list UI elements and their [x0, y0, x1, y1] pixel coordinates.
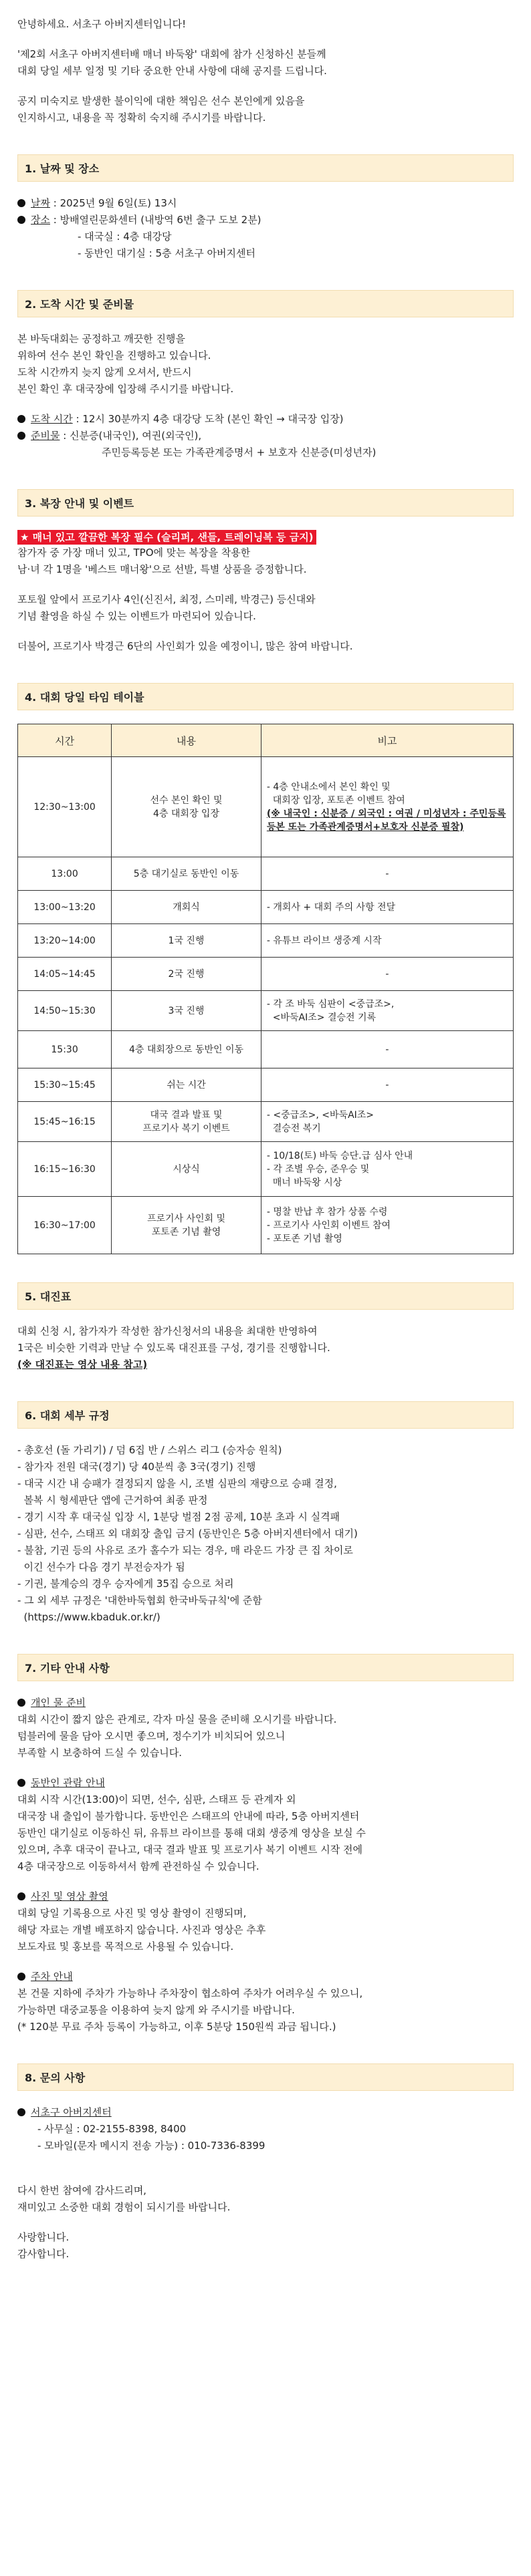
prep-line: 준비물 : 신분증(내국인), 여권(외국인), — [17, 428, 514, 444]
water-text: 부족할 시 보충하여 드실 수 있습니다. — [17, 1747, 182, 1759]
rule-item: 이긴 선수가 다음 경기 부전승자가 됨 — [17, 1561, 185, 1573]
bullet-icon — [17, 1973, 25, 1981]
place-sub: - 대국실 : 4층 대강당 — [78, 231, 172, 243]
rule-item: - 대국 시간 내 승패가 결정되지 않을 시, 조별 심판의 재량으로 승패 결정, — [17, 1477, 337, 1489]
rule-item: - 참가자 전원 대국(경기) 당 40분씩 총 3국(경기) 진행 — [17, 1461, 256, 1473]
time-cell: 16:30~17:00 — [18, 1197, 112, 1254]
bullet-icon — [17, 2108, 25, 2116]
note-cell: - 유튜브 라이브 생중계 시작 — [261, 924, 513, 958]
note-cell: - 4층 안내소에서 본인 확인 및 대회장 입장, 포토존 이벤트 참여 (※ 내국인 : 신분증 / 외국인 : 여권 / 미성년자 : 주민등록등본 또는 가족관계증명서+보호자 신분증 필참) — [261, 757, 513, 857]
section-title-bracket: 5. 대진표 — [17, 1282, 514, 1310]
note-cell: - — [261, 857, 513, 891]
content-cell: 프로기사 사인회 및 포토존 기념 촬영 — [112, 1197, 261, 1254]
time-cell: 16:15~16:30 — [18, 1142, 112, 1197]
section-title-dress: 3. 복장 안내 및 이벤트 — [17, 489, 514, 517]
greeting: 안녕하세요. 서초구 아버지센터입니다! — [17, 18, 187, 30]
table-row — [18, 891, 514, 924]
time-cell: 14:05~14:45 — [18, 958, 112, 991]
content-cell: 쉬는 시간 — [112, 1068, 261, 1102]
rule-item: - 불참, 기권 등의 사유로 조가 홀수가 되는 경우, 매 라운드 가장 큰 집 차이로 — [17, 1544, 353, 1556]
table-row — [18, 924, 514, 958]
rule-item: - 심판, 선수, 스태프 외 대회장 출입 금지 (동반인은 5층 아버지센터에서 대기) — [17, 1528, 358, 1540]
event-text: 더불어, 프로기사 박경근 6단의 사인회가 있을 예정이니, 많은 참여 바랍니다. — [17, 640, 353, 652]
contact-mobile: - 모바일(문자 메시지 전송 가능) : 010-7336-8399 — [37, 2140, 266, 2152]
table-row — [18, 991, 514, 1031]
arrive-time-line: 도착 시간 : 12시 30분까지 4층 대강당 도착 (본인 확인 → 대국장 입장) — [17, 411, 514, 428]
time-cell: 13:20~14:00 — [18, 924, 112, 958]
rules-list — [17, 1442, 514, 1626]
section-title-date-place: 1. 날짜 및 장소 — [17, 154, 514, 182]
table-header: 내용 — [112, 724, 261, 757]
section-title-arrival: 2. 도착 시간 및 준비물 — [17, 290, 514, 317]
outro-line: 사랑합니다. — [17, 2231, 70, 2243]
note-cell: - 명찰 반납 후 참가 상품 수령 - 프로기사 사인회 이벤트 참여 - 포토존 기념 촬영 — [261, 1197, 513, 1254]
intro-line: 공지 미숙지로 발생한 불이익에 대한 책임은 선수 본인에게 있음을 — [17, 95, 305, 107]
table-row — [18, 1102, 514, 1142]
content-cell: 3국 진행 — [112, 991, 261, 1031]
bullet-icon — [17, 1699, 25, 1707]
note-cell: - <중급조>, <바둑AI조> 결승전 복기 — [261, 1102, 513, 1142]
time-cell: 15:30 — [18, 1031, 112, 1068]
table-row — [18, 1031, 514, 1068]
time-cell: 12:30~13:00 — [18, 757, 112, 857]
note-cell: - — [261, 1031, 513, 1068]
photo-text: 보도자료 및 홍보를 목적으로 사용될 수 있습니다. — [17, 1941, 234, 1953]
photo-text: 대회 당일 기록용으로 사진 및 영상 촬영이 진행되며, — [17, 1907, 247, 1919]
content-cell: 1국 진행 — [112, 924, 261, 958]
date-line: 날짜 : 2025년 9월 6일(토) 13시 — [17, 195, 514, 212]
parking-text: (* 120분 무료 주차 등록이 가능하고, 이후 5분당 150원씩 과금 됩니다.) — [17, 2021, 336, 2033]
content-cell: 2국 진행 — [112, 958, 261, 991]
table-row — [18, 757, 514, 857]
table-row — [18, 1197, 514, 1254]
content-cell: 시상식 — [112, 1142, 261, 1197]
contact-office: - 사무실 : 02-2155-8398, 8400 — [37, 2123, 187, 2135]
note-cell: - 개회사 + 대회 주의 사항 전달 — [261, 891, 513, 924]
dress-text: 남·녀 각 1명을 '베스트 매너왕'으로 선발, 특별 상품을 증정합니다. — [17, 563, 307, 575]
companion-text: 있으며, 추후 대국이 끝나고, 대국 결과 발표 및 프로기사 복기 이벤트 시작 전에 — [17, 1844, 362, 1856]
companion-text: 4층 대국장으로 이동하셔서 함께 관전하실 수 있습니다. — [17, 1860, 259, 1872]
bullet-icon — [17, 216, 25, 224]
event-text: 포토월 앞에서 프로기사 4인(신진서, 최정, 스미레, 박경근) 등신대와 — [17, 593, 316, 605]
rule-item: 볼복 시 형세판단 앱에 근거하여 최종 판정 — [17, 1494, 208, 1506]
photo-text: 해당 자료는 개별 배포하지 않습니다. 사진과 영상은 추후 — [17, 1924, 266, 1936]
note-cell: - 각 조 바둑 심판이 <중급조>, <바둑AI조> 결승전 기록 — [261, 991, 513, 1031]
section-title-timetable: 4. 대회 당일 타임 테이블 — [17, 683, 514, 710]
arrival-text: 본인 확인 후 대국장에 입장해 주시기를 바랍니다. — [17, 383, 234, 395]
table-row — [18, 857, 514, 891]
section-title-rules: 6. 대회 세부 규정 — [17, 1401, 514, 1429]
content-cell: 4층 대회장으로 동반인 이동 — [112, 1031, 261, 1068]
companion-text: 동반인 대기실로 이동하신 뒤, 유튜브 라이브를 통해 대회 생중계 영상을 보실 수 — [17, 1827, 366, 1839]
event-text: 기념 촬영을 하실 수 있는 이벤트가 마련되어 있습니다. — [17, 610, 256, 622]
dress-code-highlight: ★ 매너 있고 깔끔한 복장 필수 (슬리퍼, 샌들, 트레이닝복 등 금지) — [17, 530, 316, 545]
time-cell: 13:00 — [18, 857, 112, 891]
parking-heading: 주차 안내 — [17, 1969, 514, 1985]
intro-line: '제2회 서초구 아버지센터배 매너 바둑왕' 대회에 참가 신청하신 분들께 — [17, 48, 326, 60]
parking-text: 본 건물 지하에 주차가 가능하나 주차장이 협소하여 주차가 어려우실 수 있으니, — [17, 1987, 363, 1999]
bullet-icon — [17, 415, 25, 423]
table-row — [18, 1142, 514, 1197]
intro-line: 인지하시고, 내용을 꼭 정확히 숙지해 주시기를 바랍니다. — [17, 112, 266, 124]
companion-text: 대회 시작 시간(13:00)이 되면, 선수, 심판, 스태프 등 관계자 외 — [17, 1794, 296, 1806]
parking-text: 가능하면 대중교통을 이용하여 늦지 않게 와 주시기를 바랍니다. — [17, 2004, 295, 2016]
water-heading: 개인 물 준비 — [17, 1695, 514, 1711]
companion-text: 대국장 내 출입이 불가합니다. 동반인은 스태프의 안내에 따라, 5층 아버지센터 — [17, 1810, 360, 1822]
companion-heading: 동반인 관람 안내 — [17, 1775, 514, 1792]
water-text: 텀블러에 물을 담아 오시면 좋으며, 정수기가 비치되어 있으니 — [17, 1730, 286, 1742]
note-cell: - — [261, 1068, 513, 1102]
bracket-note: (※ 대진표는 영상 내용 참고) — [17, 1358, 148, 1371]
table-row — [18, 958, 514, 991]
note-cell: - — [261, 958, 513, 991]
bullet-icon — [17, 199, 25, 207]
prep-sub: 주민등록등본 또는 가족관계증명서 + 보호자 신분증(미성년자) — [102, 446, 377, 458]
arrival-text: 도착 시간까지 늦지 않게 오셔서, 반드시 — [17, 366, 192, 378]
table-header-row — [18, 724, 514, 757]
rule-item: - 총호선 (돌 가리기) / 덤 6집 반 / 스위스 리그 (승자승 원칙) — [17, 1444, 282, 1456]
section-title-contact: 8. 문의 사항 — [17, 2063, 514, 2091]
content-cell: 대국 결과 발표 및 프로기사 복기 이벤트 — [112, 1102, 261, 1142]
bracket-text: 대회 신청 시, 참가자가 작성한 참가신청서의 내용을 최대한 반영하여 — [17, 1325, 318, 1337]
bullet-icon — [17, 1892, 25, 1900]
place-sub: - 동반인 대기실 : 5층 서초구 아버지센터 — [78, 247, 255, 259]
outro-line: 다시 한번 참여에 감사드리며, — [17, 2184, 146, 2196]
content-cell: 개회식 — [112, 891, 261, 924]
table-header: 비고 — [261, 724, 513, 757]
time-cell: 15:30~15:45 — [18, 1068, 112, 1102]
rule-item: - 경기 시작 후 대국실 입장 시, 1분당 벌점 2점 공제, 10분 초과 시 실격패 — [17, 1511, 340, 1523]
content-cell: 5층 대기실로 동반인 이동 — [112, 857, 261, 891]
outro-line: 감사합니다. — [17, 2248, 70, 2260]
contact-heading: 서초구 아버지센터 — [17, 2104, 514, 2121]
water-text: 대회 시간이 짧지 않은 관계로, 각자 마실 물을 준비해 오시기를 바랍니다. — [17, 1713, 337, 1725]
rule-item: (https://www.kbaduk.or.kr/) — [17, 1611, 161, 1623]
table-row — [18, 1068, 514, 1102]
time-cell: 14:50~15:30 — [18, 991, 112, 1031]
intro-line: 대회 당일 세부 일정 및 기타 중요한 안내 사항에 대해 공지를 드립니다. — [17, 65, 327, 77]
time-cell: 13:00~13:20 — [18, 891, 112, 924]
outro-line: 재미있고 소중한 대회 경험이 되시기를 바랍니다. — [17, 2201, 231, 2213]
arrival-text: 위하여 선수 본인 확인을 진행하고 있습니다. — [17, 349, 211, 362]
place-line: 장소 : 방배열린문화센터 (내방역 6번 출구 도보 2분) — [17, 212, 514, 229]
bullet-icon — [17, 432, 25, 440]
section-title-other: 7. 기타 안내 사항 — [17, 1654, 514, 1681]
content-cell: 선수 본인 확인 및 4층 대회장 입장 — [112, 757, 261, 857]
dress-text: 참가자 중 가장 매너 있고, TPO에 맞는 복장을 착용한 — [17, 547, 251, 559]
rule-item: - 기권, 불계승의 경우 승자에게 35집 승으로 처리 — [17, 1578, 234, 1590]
time-cell: 15:45~16:15 — [18, 1102, 112, 1142]
rule-item: - 그 외 세부 규정은 '대한바둑협회 한국바둑규칙'에 준함 — [17, 1594, 262, 1606]
timetable — [17, 724, 514, 1254]
bracket-text: 1국은 비슷한 기력과 만날 수 있도록 대진표를 구성, 경기를 진행합니다. — [17, 1342, 330, 1354]
bullet-icon — [17, 1779, 25, 1787]
note-cell: - 10/18(토) 바둑 승단.급 심사 안내 - 각 조별 우승, 준우승 및 매너 바둑왕 시상 — [261, 1142, 513, 1197]
table-header: 시간 — [18, 724, 112, 757]
photo-heading: 사진 및 영상 촬영 — [17, 1888, 514, 1905]
arrival-text: 본 바둑대회는 공정하고 깨끗한 진행을 — [17, 333, 185, 345]
